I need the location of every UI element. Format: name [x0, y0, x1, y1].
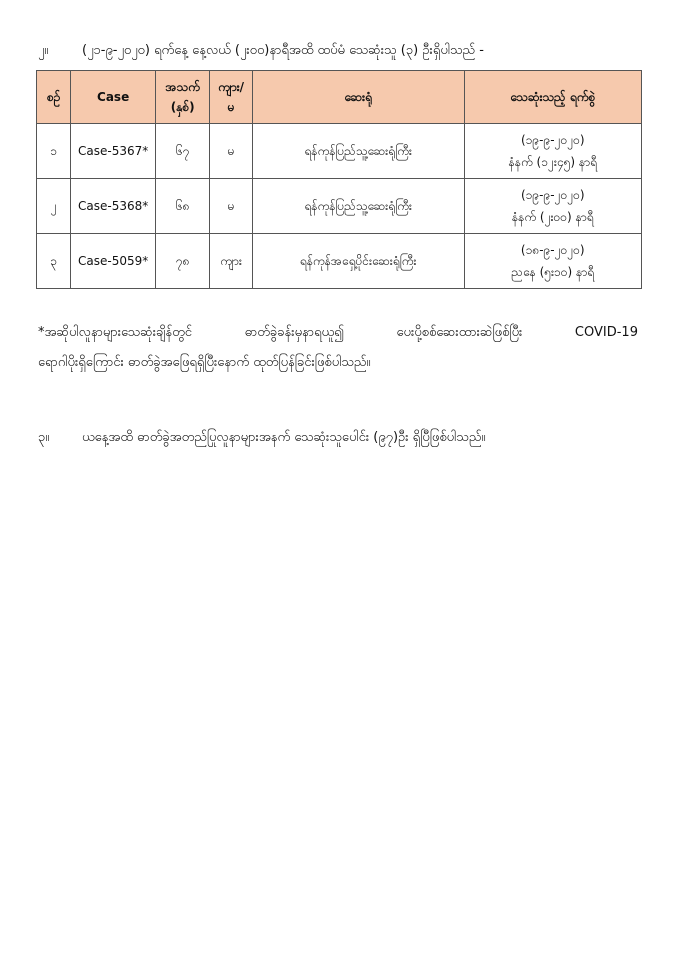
cell-date: (၁၉-၉-၂၀၂၀) — [520, 133, 585, 147]
header-sex — [210, 71, 252, 124]
header-hospital: ဆေးရုံ — [252, 71, 464, 124]
table-row — [37, 234, 642, 289]
cell-serial-no: ၁ — [37, 124, 71, 179]
cell-hospital: ရန်ကုန်ပြည်သူ့ဆေးရုံကြီး — [252, 179, 464, 234]
cell-date: (၁၉-၉-၂၀၂၀) — [520, 188, 585, 202]
cell-hospital: ရန်ကုန်အရှေ့ပိုင်းဆေးရုံကြီး — [252, 234, 464, 289]
footnote-part-4: COVID-19 — [574, 325, 638, 340]
header-death-date: သေဆုံးသည့် ရက်စွဲ — [464, 71, 642, 124]
table-row — [37, 179, 642, 234]
cell-death-date — [464, 234, 642, 289]
cell-time: ညနေ (၅း၁၀) နာရီ — [511, 265, 595, 279]
footnote-part-2: ဓာတ်ခွဲခန်းမှနာရယူ၍ — [244, 325, 344, 340]
cell-time: နံနက် (၂း၀၀) နာရီ — [511, 210, 594, 224]
section-2-heading — [38, 42, 648, 60]
cell-sex: ကျား — [210, 234, 252, 289]
footnote-part-1: *အဆိုပါလူနာများသေဆုံးချိန်တွင် — [38, 325, 193, 340]
cell-age: ၆၈ — [155, 179, 209, 234]
section-3-text: ယနေ့အထိ ဓာတ်ခွဲအတည်ပြုလူနာများအနက် သေဆုံးသူပေါင်း (၉၇)ဦး ရှိပြီဖြစ်ပါသည်။ — [82, 430, 486, 445]
table-header-row — [37, 71, 642, 124]
cell-death-date — [464, 124, 642, 179]
cell-hospital: ရန်ကုန်ပြည်သူ့ဆေးရုံကြီး — [252, 124, 464, 179]
cell-date: (၁၈-၉-၂၀၂၀) — [520, 243, 585, 257]
section-3-paragraph — [38, 428, 648, 448]
header-sex-line2: မ — [227, 100, 235, 114]
header-age — [155, 71, 209, 124]
header-case: Case — [71, 71, 156, 124]
cell-age: ၇၈ — [155, 234, 209, 289]
cell-serial-no: ၂ — [37, 179, 71, 234]
footnote — [38, 318, 638, 378]
header-sex-line1: ကျား/ — [218, 80, 245, 94]
footnote-line-2: ရောဂါပိုးရှိကြောင်း ဓာတ်ခွဲအဖြေရရှိပြီးနောက် ထုတ်ပြန်ခြင်းဖြစ်ပါသည်။ — [38, 355, 371, 370]
footnote-line-1 — [38, 318, 638, 348]
cell-sex: မ — [210, 179, 252, 234]
footnote-part-3: ပေးပို့စစ်ဆေးထားဆဲဖြစ်ပြီး — [396, 325, 523, 340]
section-number: ၂။ — [38, 43, 49, 58]
cell-serial-no: ၃ — [37, 234, 71, 289]
section-number: ၃။ — [38, 430, 50, 445]
cell-sex: မ — [210, 124, 252, 179]
cell-age: ၆၇ — [155, 124, 209, 179]
deaths-table — [36, 70, 642, 289]
header-serial-no: စဉ် — [37, 71, 71, 124]
cell-case: Case-5368* — [71, 179, 156, 234]
cell-case: Case-5059* — [71, 234, 156, 289]
section-heading-text: (၂၁-၉-၂၀၂၀) ရက်နေ့ နေ့လယ် (၂း၀၀)နာရီအထိ ထပ်မံ သေဆုံးသူ (၃) ဦးရှိပါသည် - — [82, 43, 484, 58]
table-row — [37, 124, 642, 179]
cell-case: Case-5367* — [71, 124, 156, 179]
cell-death-date — [464, 179, 642, 234]
header-age-line1: အသက် — [165, 80, 200, 94]
cell-time: နံနက် (၁၂း၄၅) နာရီ — [508, 155, 597, 169]
header-age-line2: (နှစ်) — [170, 100, 195, 114]
